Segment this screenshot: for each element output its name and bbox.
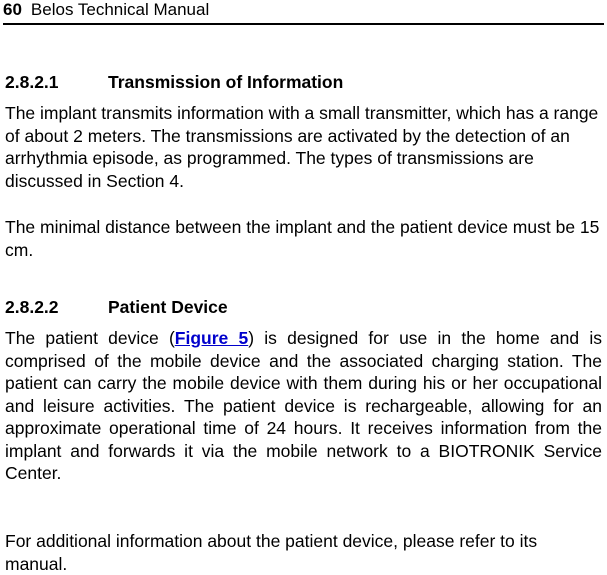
minimal-distance-paragraph: The minimal distance between the implant and the patient device must be 15 cm. bbox=[5, 217, 600, 260]
paragraph-text-start: The patient device ( bbox=[5, 328, 175, 348]
section-number: 2.8.2.1 bbox=[5, 72, 59, 92]
patient-device-paragraph bbox=[5, 327, 602, 485]
figure-5-link[interactable]: Figure 5 bbox=[174, 328, 249, 348]
manual-title: Belos Technical Manual bbox=[30, 0, 210, 19]
paragraph-text-end: ) is designed for use in the home and is comprised of the mobile device and the associated charging station. The patient can carry the mobile device with them during his or her occupational and leisure activities. The patient device is rechargeable, allowing for an approximate operational time of 24 hours. It receives information from the implant and forwards it via the mobile network to a BIOTRONIK Service Center. bbox=[5, 328, 602, 483]
manual-reference-paragraph: For additional information about the patient device, please refer to its manual. bbox=[5, 531, 538, 574]
section-number: 2.8.2.2 bbox=[5, 297, 59, 317]
page-number: 60 bbox=[3, 0, 22, 19]
transmission-paragraph: The implant transmits information with a small transmitter, which has a range of about 2 meters. The transmissions are activated by the detection of an arrhythmia episode, as programmed. The types of transmissions are discussed in Section 4. bbox=[5, 103, 599, 191]
section-title: Transmission of Information bbox=[108, 72, 344, 92]
page-header bbox=[3, 0, 604, 25]
section-heading-transmission bbox=[5, 71, 343, 93]
section-heading-patient-device bbox=[5, 296, 228, 318]
section-title: Patient Device bbox=[108, 297, 228, 317]
